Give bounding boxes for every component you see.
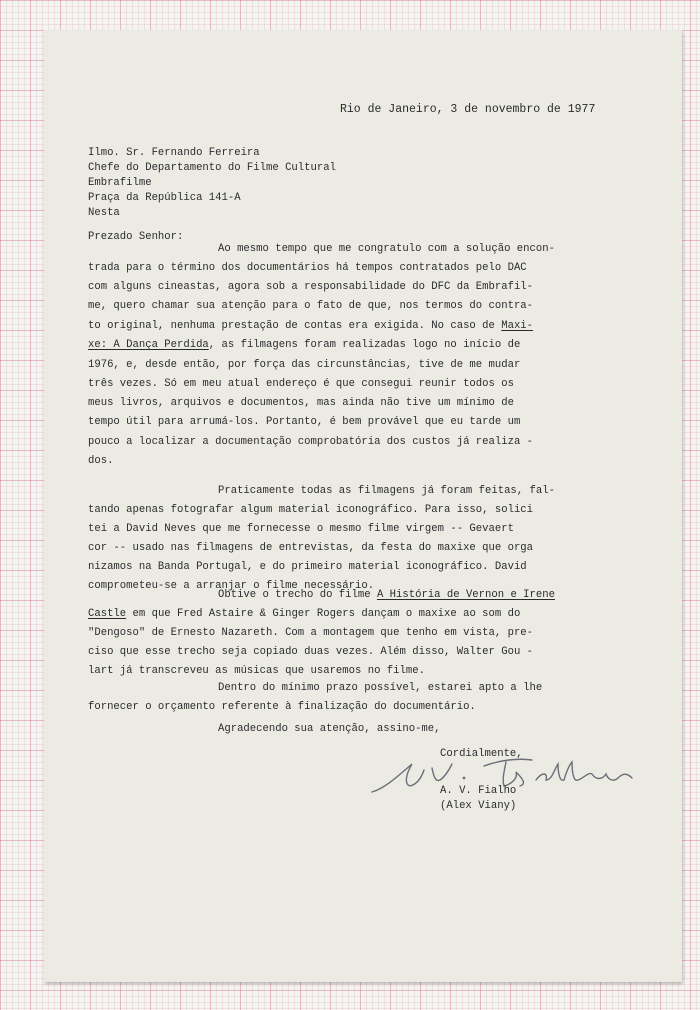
p1-line-3: com alguns cineastas, agora sob a responsabilidade do DFC da Embrafil- (88, 281, 534, 293)
recipient-line-2: Chefe do Departamento do Filme Cultural (88, 162, 336, 174)
closing: Cordialmente, (440, 748, 523, 760)
p1-line-12: dos. (88, 455, 114, 467)
recipient-line-5: Nesta (88, 207, 120, 219)
p1-line-9: meus livros, arquivos e documentos, mas ainda não tive um mínimo de (88, 397, 514, 409)
letter-date: Rio de Janeiro, 3 de novembro de 1977 (340, 103, 596, 116)
p1-line-5 (88, 317, 624, 336)
p2-line-2: tando apenas fotografar algum material iconográfico. Para isso, solici (88, 504, 534, 516)
p2-line-1: Praticamente todas as filmagens já foram feitas, fal- (218, 485, 555, 497)
p3-line-4: ciso que esse trecho seja copiado duas vezes. Além disso, Walter Gou - (88, 646, 534, 658)
film-title-maxixe-part2: xe: A Dança Perdida (88, 339, 209, 351)
p1-line-8: três vezes. Só em meu atual endereço é que consegui reunir todos os (88, 378, 514, 390)
p3-line-5: lart já transcreveu as músicas que usaremos no filme. (88, 665, 425, 677)
film-title-maxixe-part1: Maxi- (501, 320, 534, 332)
p3-line-1-text: Obtive o trecho do filme (218, 589, 377, 601)
recipient-line-1: Ilmo. Sr. Fernando Ferreira (88, 147, 260, 159)
p1-line-5-text: to original, nenhuma prestação de contas era exigida. No caso de (88, 320, 502, 332)
p5-line: Agradecendo sua atenção, assino-me, (218, 723, 441, 735)
signature-name: A. V. Fialho (440, 785, 517, 797)
p2-line-4: cor -- usado nas filmagens de entrevistas, da festa do maxixe que orga (88, 542, 534, 554)
recipient-line-3: Embrafilme (88, 177, 152, 189)
letter-page (44, 30, 682, 982)
p3-line-2-text: em que Fred Astaire & Ginger Rogers dançam o maxixe ao som do (126, 608, 521, 620)
signature-text: A. V. Fialho (366, 750, 374, 751)
signature-alias: (Alex Viany) (440, 800, 517, 812)
p1-line-7: 1976, e, desde então, por força das circunstâncias, tive de me mudar (88, 359, 521, 371)
p3-line-2 (88, 605, 624, 624)
p4-line-1: Dentro do mínimo prazo possível, estarei apto a lhe (218, 682, 543, 694)
p1-line-6-text: , as filmagens foram realizadas logo no início de (208, 339, 521, 351)
salutation: Prezado Senhor: (88, 231, 184, 243)
p3-line-3: "Dengoso" de Ernesto Nazareth. Com a montagem que tenho em vista, pre- (88, 627, 534, 639)
p1-line-2: trada para o término dos documentários há tempos contratados pelo DAC (88, 262, 527, 274)
p2-line-6: comprometeu-se a arranjar o filme necessário. (88, 580, 375, 592)
p1-line-10: tempo útil para arrumá-los. Portanto, é bem provável que eu tarde um (88, 416, 521, 428)
p1-line-4: me, quero chamar sua atenção para o fato de que, nos termos do contra- (88, 300, 534, 312)
p1-line-1: Ao mesmo tempo que me congratulo com a solução encon- (218, 243, 555, 255)
film-title-vernon-irene-part1: A História de Vernon e Irene (376, 589, 555, 601)
p3-line-1 (88, 586, 700, 605)
recipient-line-4: Praça da República 141-A (88, 192, 241, 204)
film-title-vernon-irene-part2: Castle (88, 608, 127, 620)
p2-line-3: tei a David Neves que me fornecesse o mesmo filme virgem -- Gevaert (88, 523, 514, 535)
p4-line-2: fornecer o orçamento referente à finalização do documentário. (88, 701, 476, 713)
p1-line-11: pouco a localizar a documentação comprobatória dos custos já realiza - (88, 436, 534, 448)
p2-line-5: nizamos na Banda Portugal, e do primeiro material iconográfico. David (88, 561, 527, 573)
p1-line-6 (88, 336, 624, 355)
